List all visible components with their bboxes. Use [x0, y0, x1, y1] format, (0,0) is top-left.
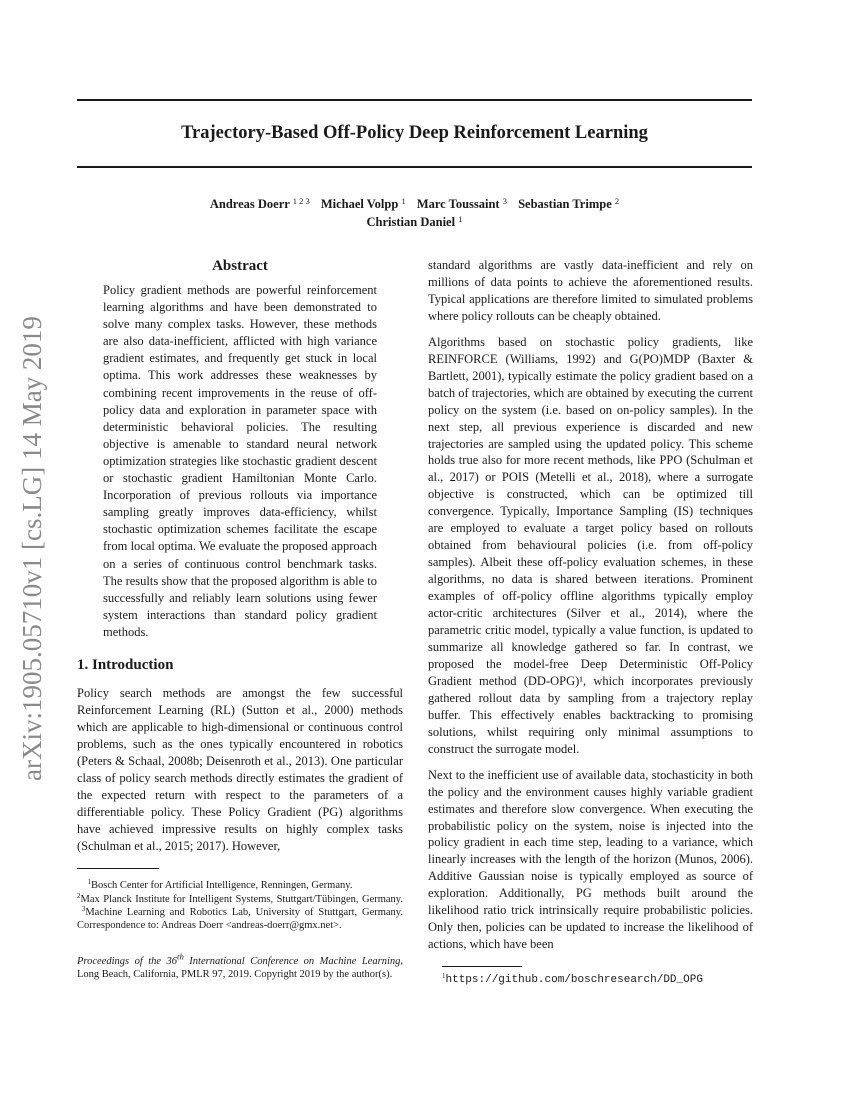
paper-title: Trajectory-Based Off-Policy Deep Reinforcement Learning — [181, 123, 648, 143]
right-column — [428, 257, 753, 987]
introduction-heading: 1. Introduction — [77, 656, 174, 673]
right-paragraph-3: Next to the inefficient use of available data, stochasticity in both the policy and the environment causes highly variable gradient estimates and therefore slow convergence. When executing the probabilistic policy on the system, noise is injected into the policy gradient in each time step, leading to a variance, which linearly increases with the length of the horizon (Munos, 2006). Additive Gaussian noise is typically employed as source of exploration. Additionally, PG methods built around the likelihood ratio trick intrinsically require probabilistic policies. Only then, policies can be updated to increase the likelihood of actions, which have been — [428, 767, 753, 952]
author-volpp: Michael Volpp $^1$ — [320, 196, 406, 211]
right-paragraph-2: Algorithms based on stochastic policy gradients, like REINFORCE (Williams, 1992) and G(PO)MDP (Baxter & Bartlett, 2001), typically estimate the policy gradient based on a batch of trajectories, which are obtained by executing the current policy on the system (i.e. based on on-policy samples). In the next step, all previous experience is discarded and new trajectories are sampled using the updated policy. This scheme holds true also for more recent methods, like PPO (Schulman et al., 2017) or POIS (Metelli et al., 2018), where a surrogate objective is constructed, which can be optimized till convergence. Typically, Importance Sampling (IS) techniques are employed to evaluate a target policy based on rollouts obtained from behavioural policies (i.e. from off-policy samples). Albeit these off-policy evaluation schemes, in these algorithms, no data is shared between iterations. Prominent examples of off-policy offline algorithms typically employ actor-critic architectures (Silver et al., 2014), where the parametric critic model, typically a value function, is updated to summarize all knowledge gathered so far. In contrast, we proposed the model-free Deep Deterministic Off-Policy Gradient method (DD-OPG)¹, which incorporates previously gathered rollout data by sampling from a trajectory replay buffer. This effectively enables backtracking to promising solutions, whilst requiring only minimal assumptions to construct the surrogate model. — [428, 334, 753, 756]
right-paragraph-1: standard algorithms are vastly data-inefficient and rely on millions of data points to achieve the aforementioned results. Typical applications are therefore limited to simulated problems where policy rollouts can be cheaply obtained. — [428, 258, 753, 323]
abstract-heading: Abstract — [212, 258, 268, 274]
left-column — [77, 256, 403, 981]
arxiv-identifier-stamp: arXiv:1905.05710v1 [cs.LG] 14 May 2019 — [17, 316, 47, 782]
affiliation-footnote-1: $^1$Bosch Center for Artificial Intelligence, Renningen, Germany. — [87, 878, 353, 892]
author-daniel: Christian Daniel $^1$ — [366, 214, 463, 229]
affiliation-footnote-2: $^2$Max Planck Institute for Intelligent Systems, Stuttgart/Tübingen, Germany. $^3$Machine Learning and Robotics Lab, University of Stuttgart, Germany. Correspondence to: Andreas Doerr <andreas-doerr@gmx.net>. — [77, 891, 404, 932]
introduction-paragraph: Policy search methods are amongst the few successful Reinforcement Learning (RL) (Sutton et al., 2000) methods which are applicable to high-dimensional or continuous control problems, such as the ones typically encountered in robotics (Peters & Schaal, 2008b; Deisenroth et al., 2013). One particular class of policy search methods directly estimates the gradient of the expected return with respect to the parameters of a differentiable policy. These Policy Gradient (PG) algorithms have achieved impressive results on highly complex tasks (Schulman et al., 2015; 2017). However, — [77, 685, 403, 854]
right-footnote-rule — [442, 966, 522, 967]
top-rule — [77, 99, 752, 101]
code-url-link[interactable]: https://github.com/boschresearch/DD_OPG — [445, 974, 703, 987]
author-list — [77, 195, 752, 231]
author-toussaint: Marc Toussaint $^3$ — [416, 196, 507, 211]
author-doerr: Andreas Doerr $^{1 2 3}$ — [209, 196, 310, 211]
code-url-footnote[interactable]: $^1$https://github.com/boschresearch/DD_OPG — [442, 972, 703, 987]
abstract-body: Policy gradient methods are powerful reinforcement learning algorithms and have been demonstrated to solve many complex tasks. However, these methods are also data-inefficient, afflicted with high variance gradient estimates, and frequently get stuck in local optima. This work addresses these weaknesses by combining recent improvements in the reuse of off-policy data and exploration in parameter space with deterministic behavioral policies. The resulting objective is amenable to standard neural network optimization strategies like stochastic gradient descent or stochastic gradient Hamiltonian Monte Carlo. Incorporation of previous rollouts via importance sampling greatly improves data-efficiency, whilst stochastic optimization schemes facilitate the escape from local optima. We evaluate the proposed approach on a series of continuous control benchmark tasks. The results show that the proposed algorithm is able to successfully and reliably learn solutions using fewer system interactions than standard policy gradient methods. — [103, 283, 377, 639]
footnote-rule — [77, 868, 159, 869]
author-trimpe: Sebastian Trimpe $^2$ — [518, 196, 620, 211]
proceedings-notice: Proceedings of the 36th International Conference on Machine Learning, Long Beach, California, PMLR 97, 2019. Copyright 2019 by the author(s). — [77, 951, 403, 980]
title-bottom-rule — [77, 166, 752, 168]
